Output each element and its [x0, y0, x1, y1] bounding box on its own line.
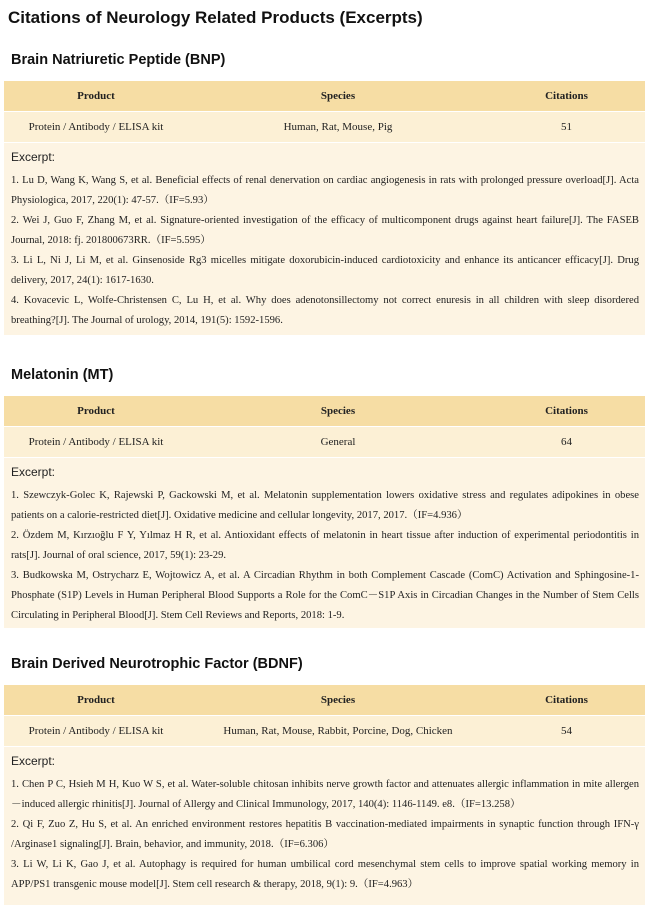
header-product: Product [4, 81, 188, 112]
section-title: Brain Derived Neurotrophic Factor (BDNF) [11, 656, 303, 672]
section-title: Brain Natriuretic Peptide (BNP) [11, 52, 226, 68]
reference-item: 1. Szewczyk-Golec K, Rajewski P, Gackowski M, et al. Melatonin supplementation lowers oxidative stress and regulates adipokines in obese patients on a calorie-restricted diet[J]. Oxidative medicine and cellular longevity, 2017, 2017.（IF=4.936） [11, 490, 639, 521]
cell-citations: 51 [488, 112, 645, 143]
cell-species: General [188, 427, 488, 458]
reference-item: 3. Li L, Ni J, Li M, et al. Ginsenoside Rg3 micelles mitigate doxorubicin-induced cardiotoxicity and enhance its anticancer efficacy[J]. Drug delivery, 2017, 24(1): 1617-1630. [11, 255, 639, 286]
section-title: Melatonin (MT) [11, 367, 114, 383]
table-header-row [4, 685, 645, 716]
table-row [4, 427, 645, 458]
cell-citations: 54 [488, 716, 645, 747]
header-species: Species [188, 81, 488, 112]
table-row [4, 112, 645, 143]
product-table [4, 396, 645, 457]
reference-item: 3. Budkowska M, Ostrycharz E, Wojtowicz A, et al. A Circadian Rhythm in both Complement Cascade (ComC) Activation and Sphingosine-1-Phosphate (S1P) Levels in Human Peripheral Blood Supports a Role for the ComC－S1P Axis in Circadian Changes in the Number of Stem Cells Circulating in Peripheral Blood[J]. Stem Cell Reviews and Reports, 2018: 1-9. [11, 570, 639, 621]
excerpt-box [4, 747, 645, 905]
header-citations: Citations [488, 396, 645, 427]
header-citations: Citations [488, 685, 645, 716]
header-product: Product [4, 685, 188, 716]
header-species: Species [188, 396, 488, 427]
header-product: Product [4, 396, 188, 427]
excerpt-box [4, 143, 645, 335]
cell-species: Human, Rat, Mouse, Rabbit, Porcine, Dog, Chicken [188, 716, 488, 747]
header-species: Species [188, 685, 488, 716]
excerpt-label: Excerpt: [11, 150, 56, 164]
cell-species: Human, Rat, Mouse, Pig [188, 112, 488, 143]
reference-item: 3. Li W, Li K, Gao J, et al. Autophagy is required for human umbilical cord mesenchymal stem cells to improve spatial working memory in APP/PS1 transgenic mouse model[J]. Stem cell research & therapy, 2018, 9(1): 9.（IF=4.963） [11, 859, 639, 890]
cell-product: Protein / Antibody / ELISA kit [4, 112, 188, 143]
excerpt-box [4, 458, 645, 628]
table-header-row [4, 81, 645, 112]
header-citations: Citations [488, 81, 645, 112]
page-title: Citations of Neurology Related Products (Excerpts) [8, 8, 423, 27]
product-table [4, 685, 645, 746]
reference-item: 4. Kovacevic L, Wolfe-Christensen C, Lu H, et al. Why does adenotonsillectomy not correct enuresis in all children with sleep disordered breathing?[J]. The Journal of urology, 2014, 191(5): 1592-1596. [11, 295, 639, 326]
cell-product: Protein / Antibody / ELISA kit [4, 427, 188, 458]
excerpt-label: Excerpt: [11, 465, 56, 479]
reference-item: 2. Wei J, Guo F, Zhang M, et al. Signature-oriented investigation of the efficacy of multicomponent drugs against heart failure[J]. The FASEB Journal, 2018: fj. 201800673RR.（IF=5.595） [11, 215, 639, 246]
table-header-row [4, 396, 645, 427]
table-row [4, 716, 645, 747]
excerpt-label: Excerpt: [11, 754, 56, 768]
cell-product: Protein / Antibody / ELISA kit [4, 716, 188, 747]
reference-item: 1. Chen P C, Hsieh M H, Kuo W S, et al. Water-soluble chitosan inhibits nerve growth factor and attenuates allergic inflammation in mite allergen－induced allergic rhinitis[J]. Journal of Allergy and Clinical Immunology, 2017, 140(4): 1146-1149. e8.（IF=13.258） [11, 779, 639, 810]
product-table [4, 81, 645, 142]
reference-item: 2. Özdem M, Kırzıoğlu F Y, Yılmaz H R, et al. Antioxidant effects of melatonin in heart tissue after induction of experimental periodontitis in rats[J]. Journal of oral science, 2017, 59(1): 23-29. [11, 530, 639, 561]
cell-citations: 64 [488, 427, 645, 458]
reference-item: 2. Qi F, Zuo Z, Hu S, et al. An enriched environment restores hepatitis B vaccination-mediated impairments in synaptic function through IFN-γ /Arginase1 signaling[J]. Brain, behavior, and immunity, 2018.（IF=6.306） [11, 819, 639, 850]
reference-item: 1. Lu D, Wang K, Wang S, et al. Beneficial effects of renal denervation on cardiac angiogenesis in rats with prolonged pressure overload[J]. Acta Physiologica, 2017, 220(1): 47-57.（IF=5.93） [11, 175, 639, 206]
